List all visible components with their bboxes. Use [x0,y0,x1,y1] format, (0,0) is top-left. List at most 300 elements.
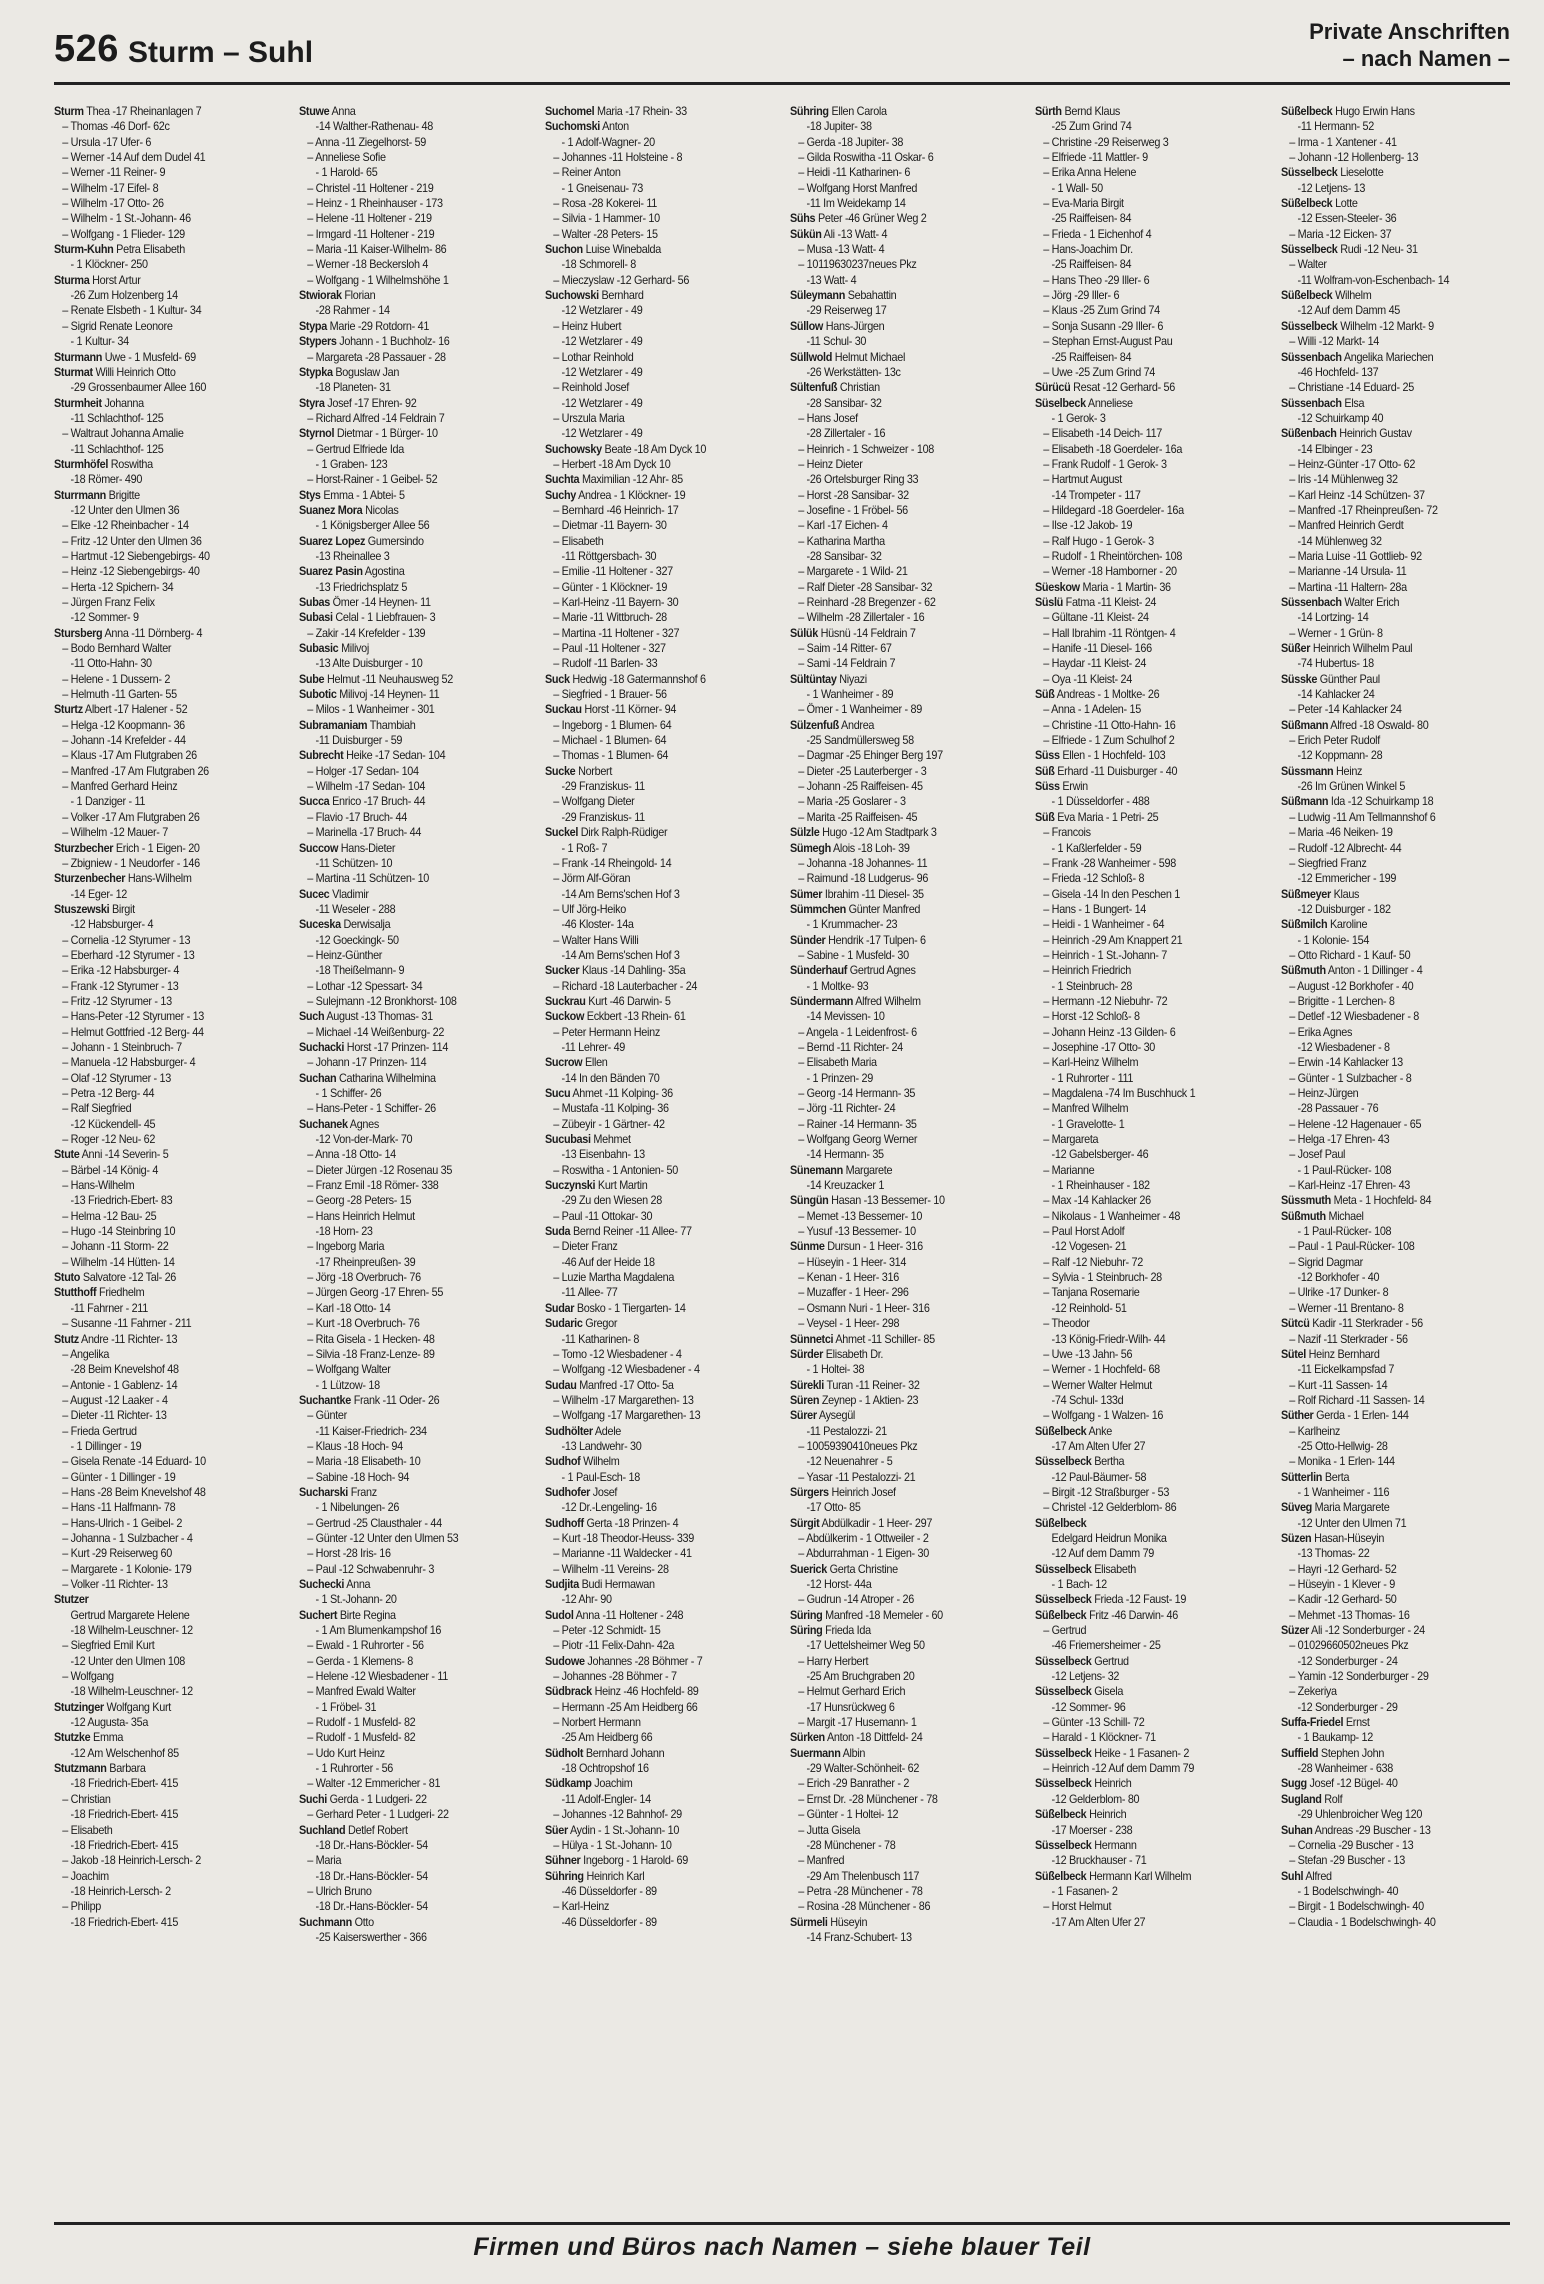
entry-sub-line: – Josefine - 1 Fröbel- 56 [798,502,908,517]
surname: Sturmat [54,364,93,379]
entry-details: Wilhelm [1334,288,1372,303]
entry-sub-line: – Wolfgang - 1 Wilhelmshöhe 1 [307,272,449,287]
entry-sub-line: – Hüseyin - 1 Klever - 9 [1288,1577,1395,1591]
entry-continuation-line: - 1 Lützow- 18 [315,1377,381,1392]
entry-details: Johannes -28 Böhmer - 7 [587,1653,703,1668]
surname: Südbrack [544,1684,592,1699]
surname: Suffa-Friedel [1280,1715,1343,1730]
surname: Sündermann [789,993,854,1008]
surname: Sudau [544,1377,577,1392]
entry-sub-line: – Udo Kurt Heinz [307,1745,386,1760]
entry-name-line [1281,595,1511,610]
entry-continuation-line: -28 Passauer - 76 [1297,1101,1379,1116]
entry-details: Anna -11 Holtener - 248 [575,1607,683,1622]
entry-continuation-line: -12 Goeckingk- 50 [315,932,400,947]
entry-details: Friedhelm [99,1285,145,1300]
entry-sub-line: – Johanna -18 Johannes- 11 [798,855,928,870]
surname: Sturzbecher [54,840,114,855]
entry-details: Ida -12 Schuirkamp 18 [1330,794,1433,809]
entry-sub-line: – Manfred [798,1853,845,1868]
entry-details: Rudi -12 Neu- 31 [1339,242,1418,257]
entry-name-line [790,841,1020,856]
entry-continuation-line: - 1 Am Blumenkampshof 16 [315,1623,442,1638]
entry-details: Heinrich Wilhelm Paul [1312,641,1412,656]
entry-name-line [545,1009,775,1024]
entry-name-line [299,1117,529,1132]
entry-details: Gerta Christine [829,1561,898,1576]
entry-continuation-line: - 1 Klöckner- 250 [70,257,148,272]
directory-column-3 [545,104,775,2214]
entry-details: Kurt -46 Darwin- 5 [587,993,671,1008]
entry-sub-line: – Johann -17 Prinzen- 114 [307,1055,427,1070]
entry-sub-line: – Muzaffer - 1 Heer- 296 [798,1285,909,1300]
surname: Süsske [1280,671,1317,686]
entry-sub-line: – Manfred Gerhard Heinz [62,779,178,794]
entry-continuation-line: -12 Bruckhauser - 71 [1051,1853,1147,1868]
entry-sub-line: – Anneliese Sofie [307,150,387,165]
entry-name-line [1281,672,1511,687]
entry-sub-line: – Martina -11 Haltern- 28a [1288,579,1407,594]
surname: Süssmann [1280,763,1333,778]
entry-name-line [299,534,529,549]
entry-sub-line: – Sami -14 Feldrain 7 [798,656,896,671]
entry-sub-line: – Wilhelm -17 Eifel- 8 [62,180,159,195]
entry-details: Hüseyin [830,1914,868,1929]
entry-continuation-line: -28 Beim Knevelshof 48 [70,1362,179,1377]
entry-sub-line: – Dieter Jürgen -12 Rosenau 35 [307,1162,453,1177]
entry-sub-line: – Heinz-Jürgen [1288,1086,1359,1100]
entry-details: Aysegül [818,1408,856,1423]
entry-details: Horst -11 Körner- 94 [584,702,676,717]
entry-sub-line: – Heinz Hubert [552,318,621,333]
entry-continuation-line: -18 Wilhelm-Leuschner- 12 [70,1623,193,1638]
entry-name-line [1281,1623,1511,1638]
entry-sub-line: – Wolfgang Dieter [552,794,635,809]
entry-name-line [790,1915,1020,1930]
surname: Suchon [544,242,583,257]
entry-details: Gisela [1094,1684,1124,1699]
entry-name-line [790,626,1020,641]
entry-details: Kadir -11 Sterkrader - 56 [1311,1316,1423,1331]
entry-details: Celal - 1 Liebfrauen- 3 [335,610,436,625]
entry-continuation-line: -14 Am Berns'schen Hof 3 [561,947,680,962]
surname: Sürmeli [789,1914,828,1929]
surname: Sünderhauf [789,963,848,978]
entry-sub-line: – Paul -12 Schwabenruhr- 3 [307,1561,435,1576]
entry-sub-line: – Elisabeth [552,533,604,548]
entry-details: Anni -14 Severin- 5 [81,1147,169,1162]
surname: Süsselbeck [1280,242,1338,257]
entry-sub-line: – Marie -11 Wittbruch- 28 [552,610,667,625]
surname: Sucu [544,1086,570,1100]
entry-details: Bernhard Johann [585,1745,664,1760]
entry-continuation-line: -28 Zillertaler - 16 [806,426,886,441]
entry-details: Agnes [350,1116,380,1131]
entry-continuation-line: -12 Reinhold- 51 [1051,1300,1127,1315]
surname: Süssenbach [1280,395,1342,410]
entry-details: Klaus [1333,886,1359,901]
entry-name-line [1281,1500,1511,1515]
entry-details: Aydin - 1 St.-Johann- 10 [569,1822,679,1837]
entry-continuation-line: - 1 Bodelschwingh- 40 [1297,1883,1398,1898]
entry-name-line [1281,396,1511,411]
entry-continuation-line: -17 Hunsrückweg 6 [806,1699,895,1714]
entry-details: Erwin [1062,779,1089,794]
entry-details: Emma - 1 Abtei- 5 [323,487,406,502]
entry-sub-line: – 10059390410neues Pkz [798,1438,918,1453]
entry-sub-line: – Heinz -12 Siebengebirgs- 40 [62,564,200,579]
entry-name-line [54,1730,284,1745]
surname: Sudjita [544,1577,579,1591]
surname: Sucke [544,763,576,778]
entry-sub-line: – Wolfgang - 1 Walzen- 16 [1043,1408,1164,1423]
entry-details: Andrea [841,717,875,732]
entry-details: Willi Heinrich Otto [95,364,176,379]
entry-sub-line: – Angela - 1 Leidenfrost- 6 [798,1024,917,1039]
entry-sub-line: – Sulejmann -12 Bronkhorst- 108 [307,993,457,1008]
page-footer [54,2222,1510,2271]
entry-name-line [1035,104,1265,119]
entry-sub-line: – Fritz -12 Styrumer - 13 [62,993,172,1008]
entry-sub-line: – Memet -13 Bessemer- 10 [798,1208,923,1223]
entry-sub-line: – Rolf Richard -11 Sassen- 14 [1288,1392,1425,1407]
entry-sub-line: – Margareta [1043,1132,1099,1147]
entry-details: Detlef Robert [348,1822,409,1837]
entry-sub-line: – Gerhard Peter - 1 Ludgeri- 22 [307,1807,450,1822]
entry-details: Hans-Jürgen [825,318,885,333]
entry-continuation-line: -18 Wilhelm-Leuschner- 12 [70,1684,193,1699]
entry-name-line [545,1654,775,1669]
entry-details: Berta [1324,1469,1349,1484]
entry-details: Birte Regina [340,1607,397,1622]
entry-sub-line: – Elisabeth [62,1822,113,1837]
entry-details: Maria Margarete [1314,1500,1390,1515]
entry-continuation-line: - 1 Adolf-Wagner- 20 [561,134,655,149]
entry-sub-line: – Ralf Siegfried [62,1101,132,1116]
entry-sub-line: – Erich Peter Rudolf [1288,733,1380,748]
entry-sub-line: – Georg -14 Hermann- 35 [798,1086,916,1100]
entry-details: Heinz -46 Hochfeld- 89 [594,1684,699,1699]
entry-continuation-line: -12 Wetzlarer - 49 [561,426,643,441]
directory-column-6 [1281,104,1511,2214]
entry-continuation-line: - 1 Nibelungen- 26 [315,1500,400,1515]
entry-name-line [1035,1684,1265,1699]
entry-sub-line: – Marianne -14 Ursula- 11 [1288,564,1407,579]
surname: Sülzenfuß [789,717,839,732]
entry-sub-line: – Herta -12 Spichern- 34 [62,579,174,594]
entry-sub-line: – Karl -18 Otto- 14 [307,1300,391,1315]
entry-sub-line: – Emilie -11 Holtener - 327 [552,564,673,579]
entry-continuation-line: - 1 Ruhrorter - 56 [315,1761,394,1776]
entry-sub-line: – Paul Horst Adolf [1043,1224,1125,1239]
entry-details: Hedwig -18 Gatermannshof 6 [572,671,706,686]
surname: Sube [299,671,325,686]
entry-continuation-line: -12 Horst- 44a [806,1577,872,1591]
entry-sub-line: – Claudia - 1 Bodelschwingh- 40 [1288,1914,1436,1929]
surname: Sturzenbecher [54,871,126,886]
entry-sub-line: – Frank Rudolf - 1 Gerok- 3 [1043,456,1168,471]
entry-name-line [1035,1516,1265,1531]
entry-sub-line: – Paul - 1 Paul-Rücker- 108 [1288,1239,1415,1254]
entry-name-line [790,1378,1020,1393]
entry-sub-line: – Hans Heinrich Helmut [307,1208,416,1223]
entry-continuation-line: -18 Horn- 23 [315,1224,373,1239]
entry-continuation-line: -29 Am Thelenbusch 117 [806,1868,920,1883]
entry-sub-line: – Wilhelm -11 Vereins- 28 [552,1561,669,1576]
surname: Süßmann [1280,794,1328,809]
entry-sub-line: – Manfred Ewald Walter [307,1684,416,1699]
entry-continuation-line: -26 Zum Holzenberg 14 [70,288,178,303]
surname: Sucrow [544,1055,582,1070]
entry-continuation-line: -18 Schmorell- 8 [561,257,636,272]
entry-name-line [790,211,1020,226]
entry-details: Anton - 1 Dillinger - 4 [1327,963,1423,978]
entry-sub-line: – Ralf -12 Niebuhr- 72 [1043,1254,1144,1269]
entry-name-line [790,1730,1020,1745]
entry-name-line [299,1009,529,1024]
entry-sub-line: – Dieter -11 Richter- 13 [62,1408,167,1423]
entry-sub-line: – Siegfried - 1 Brauer- 56 [552,687,667,702]
entry-name-line [790,1332,1020,1347]
surname: Stutz [54,1331,79,1346]
entry-sub-line: – Michael -14 Weißenburg- 22 [307,1024,445,1039]
entry-sub-line: – Johann -12 Hollenberg- 13 [1288,150,1418,165]
entry-continuation-line: -28 Wanheimer - 638 [1297,1761,1393,1776]
surname: Suhan [1280,1822,1313,1837]
section-title [1309,18,1510,72]
entry-sub-line: – Marita -25 Raiffeisen- 45 [798,809,918,824]
entry-sub-line: – Helene -12 Wiesbadener - 11 [307,1669,449,1684]
entry-sub-line: – Petra -28 Münchener - 78 [798,1883,923,1898]
entry-name-line [54,488,284,503]
entry-sub-line: – Elfriede - 1 Zum Schulhof 2 [1043,733,1175,748]
entry-sub-line: – Roger -12 Neu- 62 [62,1132,156,1147]
entry-continuation-line: -29 Uhlenbroicher Weg 120 [1297,1807,1422,1822]
entry-sub-line: – Karl-Heinz -17 Ehren- 43 [1288,1178,1410,1193]
entry-sub-line: – Kurt -29 Reiserweg 60 [62,1546,172,1561]
entry-continuation-line: -17 Uettelsheimer Weg 50 [806,1638,925,1653]
entry-continuation-line: -14 Mevissen- 10 [806,1009,885,1024]
entry-name-line [299,641,529,656]
entry-sub-line: – Renate Elsbeth - 1 Kultur- 34 [62,303,202,318]
surname: Suchan [299,1070,337,1085]
entry-sub-line: – Werner - 1 Hochfeld- 68 [1043,1362,1161,1377]
surname: Suarez Lopez [299,533,366,548]
entry-sub-line: – Gertrud -25 Clausthaler - 44 [307,1515,443,1530]
entry-sub-line: – Lothar Reinhold [552,349,634,364]
entry-continuation-line: -28 Sansibar- 32 [806,548,882,563]
entry-sub-line: – Martina -11 Schützen- 10 [307,871,430,886]
entry-name-line [54,242,284,257]
surname: Süßmeyer [1280,886,1331,901]
surname: Süßelbeck [1035,1607,1087,1622]
surname: Süßer [1280,641,1310,656]
entry-sub-line: – Wilhelm -17 Sedan- 104 [307,779,426,794]
entry-details: Elisabeth Dr. [825,1346,884,1361]
entry-sub-line: – Veysel - 1 Heer- 298 [798,1316,900,1331]
entry-sub-line: – Hans Josef [798,410,858,425]
entry-details: Joachim [593,1776,633,1791]
surname: Suda [544,1224,570,1239]
entry-sub-line: – Volker -17 Am Flutgraben 26 [62,809,200,824]
entry-continuation-line: -29 Franziskus- 11 [561,779,645,794]
entry-continuation-line: -18 Theißelmann- 9 [315,963,405,978]
entry-sub-line: – Dagmar -25 Ehinger Berg 197 [798,748,943,763]
entry-name-line [545,672,775,687]
entry-name-line [790,902,1020,917]
entry-sub-line: – Wilhelm -14 Hütten- 14 [62,1254,175,1269]
entry-sub-line: – Christel -11 Holtener - 219 [307,180,434,195]
entry-continuation-line: - 1 Düsseldorfer - 488 [1051,794,1150,809]
surname: Süsselbeck [1035,1592,1092,1607]
entry-details: Anna [346,1577,371,1591]
entry-sub-line: – Cornelia -29 Buscher - 13 [1288,1837,1413,1852]
entry-sub-line: – Irma - 1 Xantener - 41 [1288,134,1397,149]
entry-name-line [54,1147,284,1162]
entry-name-line [790,994,1020,1009]
entry-sub-line: – Johann -25 Raiffeisen- 45 [798,779,923,794]
entry-name-line [299,334,529,349]
entry-name-line [299,718,529,733]
entry-details: Turan -11 Reiner- 32 [826,1377,920,1392]
entry-sub-line: – Reiner Anton [552,165,621,180]
entry-continuation-line: -25 Am Heidberg 66 [561,1730,652,1745]
entry-sub-line: – Helmuth -11 Garten- 55 [62,687,177,702]
surname: Sühs [789,211,816,226]
entry-sub-line: – Frank -12 Styrumer - 13 [62,978,179,993]
surname: Suchert [299,1607,338,1622]
directory-column-5 [1035,104,1265,2214]
entry-continuation-line: -46 Hochfeld- 137 [1297,364,1379,379]
entry-name-line [1035,1454,1265,1469]
entry-continuation-line: -11 Weseler - 288 [315,901,396,916]
entry-continuation-line: - 1 Gravelotte- 1 [1051,1116,1125,1131]
entry-continuation-line: -18 Planeten- 31 [315,380,391,395]
entry-name-line [1035,748,1265,763]
surname: Sütel [1280,1346,1306,1361]
entry-name-line [545,702,775,717]
entry-name-line [790,288,1020,303]
surname: Suck [544,671,570,686]
entry-name-line [545,1378,775,1393]
surname: Sültüntay [789,671,837,686]
entry-continuation-line: -18 Römer- 490 [70,472,143,487]
entry-name-line [790,1393,1020,1408]
entry-name-line [790,1408,1020,1423]
entry-name-line [790,1239,1020,1254]
entry-sub-line: – Werner -11 Brentano- 8 [1288,1300,1404,1315]
surname: Süssenbach [1280,349,1342,364]
entry-sub-line: – Horst -28 Iris- 16 [307,1546,392,1561]
entry-sub-line: – Frieda Gertrud [62,1423,137,1438]
entry-continuation-line: -11 Otto-Hahn- 30 [70,656,152,671]
entry-name-line [1035,1608,1265,1623]
entry-sub-line: – Maria -25 Goslarer - 3 [798,794,906,809]
entry-continuation-line: -14 Franz-Schubert- 13 [806,1929,912,1944]
entry-sub-line: – Elke -12 Rheinbacher - 14 [62,518,189,533]
entry-details: Heinrich Josef [831,1484,896,1499]
entry-name-line [545,488,775,503]
surname: Süsselbeck [1035,1561,1092,1576]
surname: Süsselbeck [1280,165,1338,180]
entry-sub-line: – Rudolf - 1 Musfeld- 82 [307,1715,416,1730]
entry-details: Heinrich [1089,1807,1127,1822]
entry-details: Birgit [112,901,135,916]
entry-continuation-line: -25 Raiffeisen- 84 [1051,349,1132,364]
entry-details: Alfred Wilhelm [855,993,921,1008]
entry-name-line [1281,794,1511,809]
entry-details: Horst -17 Prinzen- 114 [347,1039,449,1054]
entry-details: Josef -17 Ehren- 92 [327,395,417,410]
entry-sub-line: – Flavio -17 Bruch- 44 [307,809,408,824]
entry-sub-line: – Joachim [62,1868,109,1883]
entry-name-line [1035,764,1265,779]
entry-continuation-line: - 1 Prinzen- 29 [806,1070,873,1085]
entry-sub-line: – Richard -18 Lauterbacher - 24 [552,978,697,993]
entry-name-line [545,1516,775,1531]
entry-continuation-line: -13 Eisenbahn- 13 [561,1147,645,1162]
entry-name-line [1281,963,1511,978]
entry-details: Bernhard [601,288,644,303]
entry-continuation-line: -11 Schützen- 10 [315,855,393,870]
entry-name-line [1281,319,1511,334]
entry-details: Beate -18 Am Dyck 10 [604,441,706,456]
entry-continuation-line: -28 Sansibar- 32 [806,395,882,410]
entry-name-line [299,841,529,856]
entry-continuation-line: -12 Wiesbadener - 8 [1297,1039,1390,1054]
entry-continuation-line: -25 Zum Grind 74 [1051,119,1132,134]
entry-continuation-line: -29 Grossenbaumer Allee 160 [70,380,207,395]
entry-name-line [790,1562,1020,1577]
entry-sub-line: – Johannes -28 Böhmer - 7 [552,1669,677,1684]
entry-sub-line: – Bernhard -46 Heinrich- 17 [552,502,679,517]
entry-continuation-line: -13 Friedrich-Ebert- 83 [70,1193,173,1208]
entry-details: Hasan -13 Bessemer- 10 [831,1193,945,1208]
surname: Sugg [1280,1776,1307,1791]
entry-sub-line: – Marianne [1043,1162,1095,1177]
surname: Süzen [1280,1530,1312,1545]
entry-details: Anke [1088,1423,1113,1438]
entry-sub-line: – Roswitha - 1 Antonien- 50 [552,1162,678,1177]
surname: Sühner [544,1853,581,1868]
entry-sub-line: – Rudolf - 1 Musfeld- 82 [307,1730,416,1745]
entry-name-line [299,887,529,902]
entry-name-line [545,1224,775,1239]
entry-continuation-line: -11 Wolfram-von-Eschenbach- 14 [1297,272,1449,287]
entry-details: Thea -17 Rheinanlagen 7 [86,104,202,118]
entry-continuation-line: -12 Am Welschenhof 85 [70,1745,179,1760]
entry-continuation-line: - 1 Roß- 7 [561,840,607,855]
entry-sub-line: – Michael - 1 Blumen- 64 [552,733,666,748]
entry-details: Zeynep - 1 Aktien- 23 [821,1392,919,1407]
surname: Suceska [299,917,342,932]
surname: Süssenbach [1280,595,1342,609]
entry-continuation-line: -18 Friedrich-Ebert- 415 [70,1776,179,1791]
entry-continuation-line: -29 Zu den Wiesen 28 [561,1193,662,1208]
surname: Sturrmann [54,487,106,502]
surname: Subrecht [299,748,344,763]
entry-details: Eckbert -13 Rhein- 61 [586,1009,686,1024]
entry-continuation-line: - 1 Harold- 65 [315,165,378,180]
entry-continuation-line: - 1 St.-Johann- 20 [315,1592,397,1607]
entry-sub-line: – Jakob -18 Heinrich-Lersch- 2 [62,1853,202,1868]
entry-continuation-line: -29 Reiserweg 17 [806,303,887,318]
entry-name-line [1281,1792,1511,1807]
entry-name-line [299,319,529,334]
entry-details: Andre -11 Richter- 13 [81,1331,178,1346]
section-title-line-2: – nach Namen – [1342,46,1510,71]
entry-name-line [299,917,529,932]
